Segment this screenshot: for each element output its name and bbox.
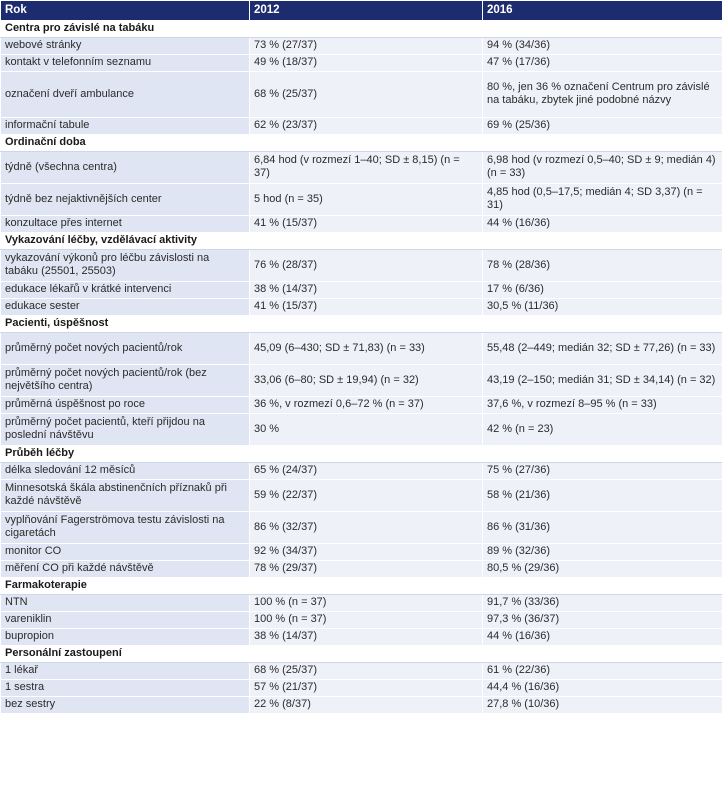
row-label: 1 sestra [1,680,250,697]
value-2016: 43,19 (2–150; medián 31; SD ± 34,14) (n = 32) [483,365,722,397]
table-row [1,118,722,135]
value-2012: 38 % (14/37) [250,629,483,646]
value-2012: 41 % (15/37) [250,216,483,233]
value-2012: 78 % (29/37) [250,561,483,578]
row-label: bez sestry [1,697,250,714]
value-2016: 17 % (6/36) [483,282,722,299]
row-label: kontakt v telefonním seznamu [1,55,250,72]
table-row [1,680,722,697]
value-2012: 38 % (14/37) [250,282,483,299]
row-label: NTN [1,595,250,612]
row-label: týdně (všechna centra) [1,152,250,184]
table-row [1,55,722,72]
value-2016: 44 % (16/36) [483,629,722,646]
value-2016: 37,6 %, v rozmezí 8–95 % (n = 33) [483,397,722,414]
value-2012: 57 % (21/37) [250,680,483,697]
section-header-row [1,646,722,663]
row-label: bupropion [1,629,250,646]
row-label: 1 lékař [1,663,250,680]
value-2012: 30 % [250,414,483,446]
table-row [1,397,722,414]
value-2016: 30,5 % (11/36) [483,299,722,316]
row-label: edukace sester [1,299,250,316]
value-2012: 73 % (27/37) [250,38,483,55]
section-empty-cell [250,21,483,38]
table-body [1,21,722,714]
section-empty-cell [483,578,722,595]
row-label: vyplňování Fagerströmova testu závislosti na cigaretách [1,512,250,544]
value-2016: 86 % (31/36) [483,512,722,544]
value-2012: 41 % (15/37) [250,299,483,316]
row-label: konzultace přes internet [1,216,250,233]
section-empty-cell [483,233,722,250]
table-row [1,250,722,282]
section-title: Centra pro závislé na tabáku [1,21,250,38]
table-row [1,72,722,118]
table-row [1,697,722,714]
section-empty-cell [250,646,483,663]
value-2016: 94 % (34/36) [483,38,722,55]
table-row [1,333,722,365]
table-row [1,216,722,233]
header-col-year: Rok [1,1,250,21]
value-2016: 58 % (21/36) [483,480,722,512]
table-row [1,299,722,316]
value-2012: 92 % (34/37) [250,544,483,561]
section-empty-cell [250,316,483,333]
value-2016: 78 % (28/36) [483,250,722,282]
value-2012: 22 % (8/37) [250,697,483,714]
table-row [1,480,722,512]
value-2012: 100 % (n = 37) [250,595,483,612]
row-label: označení dveří ambulance [1,72,250,118]
section-title: Vykazování léčby, vzdělávací aktivity [1,233,250,250]
table-row [1,38,722,55]
table-row [1,282,722,299]
value-2012: 65 % (24/37) [250,463,483,480]
section-header-row [1,578,722,595]
value-2012: 49 % (18/37) [250,55,483,72]
table-row [1,365,722,397]
value-2016: 42 % (n = 23) [483,414,722,446]
table-row [1,463,722,480]
section-empty-cell [483,21,722,38]
section-title: Průběh léčby [1,446,250,463]
value-2016: 55,48 (2–449; medián 32; SD ± 77,26) (n = 33) [483,333,722,365]
value-2012: 33,06 (6–80; SD ± 19,94) (n = 32) [250,365,483,397]
section-empty-cell [250,233,483,250]
section-title: Farmakoterapie [1,578,250,595]
value-2016: 47 % (17/36) [483,55,722,72]
section-empty-cell [250,446,483,463]
value-2016: 91,7 % (33/36) [483,595,722,612]
value-2016: 80 %, jen 36 % označení Centrum pro závislé na tabáku, zbytek jiné podobné názvy [483,72,722,118]
section-empty-cell [483,646,722,663]
row-label: Minnesotská škála abstinenčních příznaků při každé návštěvě [1,480,250,512]
section-header-row [1,446,722,463]
section-title: Pacienti, úspěšnost [1,316,250,333]
row-label: monitor CO [1,544,250,561]
table-row [1,663,722,680]
value-2012: 62 % (23/37) [250,118,483,135]
section-title: Personální zastoupení [1,646,250,663]
row-label: informační tabule [1,118,250,135]
value-2012: 68 % (25/37) [250,663,483,680]
row-label: týdně bez nejaktivnějších center [1,184,250,216]
value-2012: 5 hod (n = 35) [250,184,483,216]
header-col-2016: 2016 [483,1,722,21]
table-row [1,595,722,612]
table-row [1,414,722,446]
row-label: průměrný počet nových pacientů/rok [1,333,250,365]
value-2016: 4,85 hod (0,5–17,5; medián 4; SD 3,37) (n = 31) [483,184,722,216]
row-label: edukace lékařů v krátké intervenci [1,282,250,299]
section-header-row [1,135,722,152]
table-row [1,561,722,578]
value-2016: 6,98 hod (v rozmezí 0,5–40; SD ± 9; medián 4) (n = 33) [483,152,722,184]
section-empty-cell [250,135,483,152]
row-label: webové stránky [1,38,250,55]
section-header-row [1,21,722,38]
value-2012: 100 % (n = 37) [250,612,483,629]
value-2012: 76 % (28/37) [250,250,483,282]
section-empty-cell [483,135,722,152]
table-row [1,512,722,544]
section-empty-cell [483,316,722,333]
row-label: průměrný počet pacientů, kteří přijdou na poslední návštěvu [1,414,250,446]
section-empty-cell [483,446,722,463]
value-2016: 44 % (16/36) [483,216,722,233]
value-2016: 61 % (22/36) [483,663,722,680]
value-2012: 68 % (25/37) [250,72,483,118]
table-row [1,152,722,184]
row-label: průměrná úspěšnost po roce [1,397,250,414]
section-empty-cell [250,578,483,595]
section-title: Ordinační doba [1,135,250,152]
value-2016: 97,3 % (36/37) [483,612,722,629]
section-header-row [1,316,722,333]
value-2016: 89 % (32/36) [483,544,722,561]
section-header-row [1,233,722,250]
value-2016: 44,4 % (16/36) [483,680,722,697]
row-label: měření CO při každé návštěvě [1,561,250,578]
value-2016: 69 % (25/36) [483,118,722,135]
row-label: vykazování výkonů pro léčbu závislosti na tabáku (25501, 25503) [1,250,250,282]
table-row [1,612,722,629]
value-2012: 45,09 (6–430; SD ± 71,83) (n = 33) [250,333,483,365]
value-2012: 36 %, v rozmezí 0,6–72 % (n = 37) [250,397,483,414]
header-row [1,1,722,21]
value-2012: 86 % (32/37) [250,512,483,544]
value-2016: 80,5 % (29/36) [483,561,722,578]
table-row [1,184,722,216]
row-label: průměrný počet nových pacientů/rok (bez největšího centra) [1,365,250,397]
header-col-2012: 2012 [250,1,483,21]
table-row [1,629,722,646]
value-2016: 27,8 % (10/36) [483,697,722,714]
table-row [1,544,722,561]
value-2016: 75 % (27/36) [483,463,722,480]
row-label: vareniklin [1,612,250,629]
value-2012: 59 % (22/37) [250,480,483,512]
row-label: délka sledování 12 měsíců [1,463,250,480]
value-2012: 6,84 hod (v rozmezí 1–40; SD ± 8,15) (n = 37) [250,152,483,184]
